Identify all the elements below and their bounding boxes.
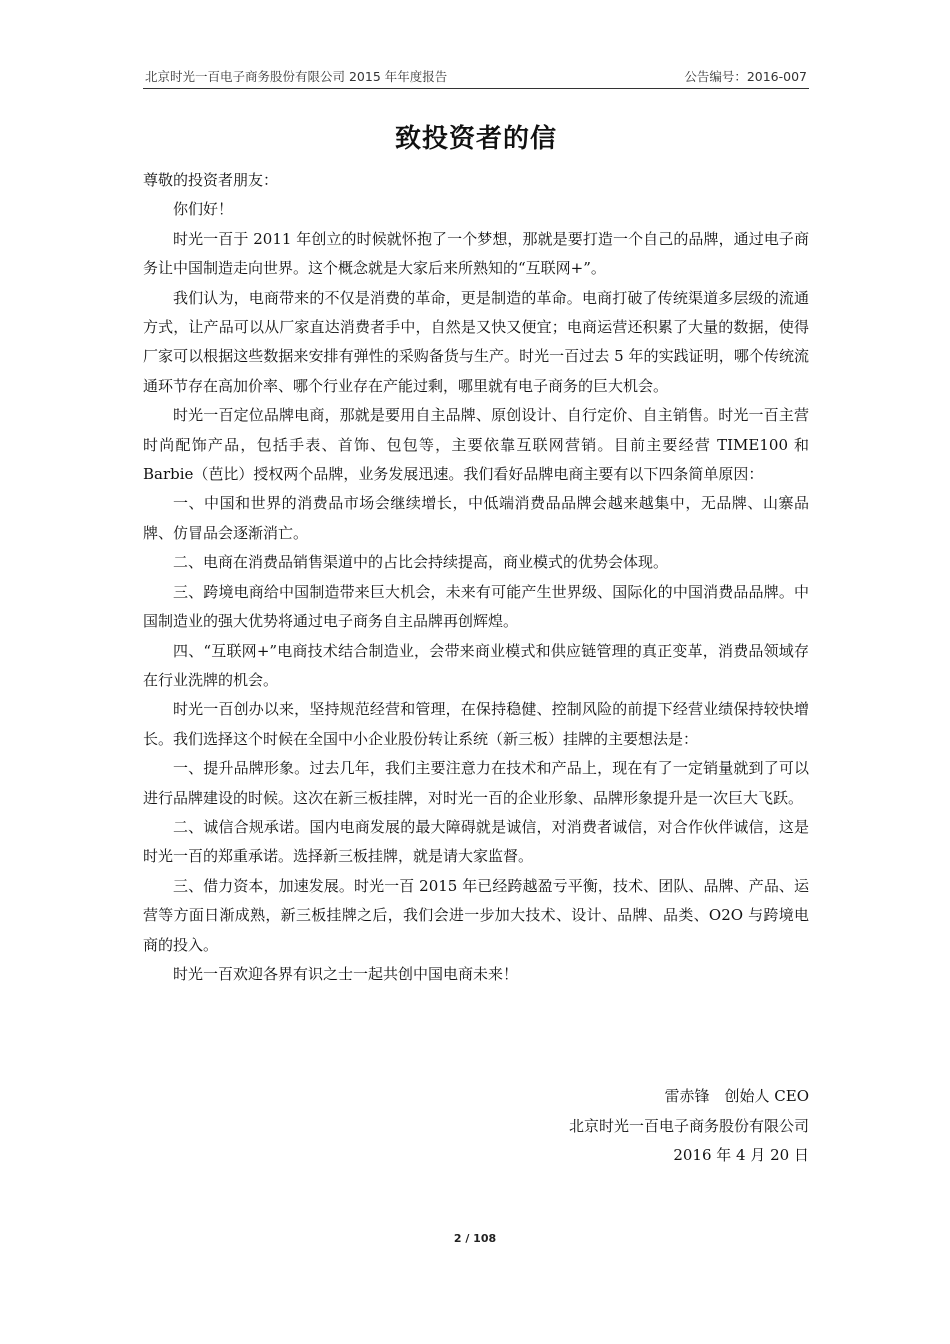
signer-company: 北京时光一百电子商务股份有限公司: [568, 1116, 809, 1135]
letter-title: 致投资者的信: [394, 124, 557, 154]
paragraph: 四、“互联网+”电商技术结合制造业，会带来商业模式和供应链管理的真正变革，消费品领域存在行业洗牌的机会。: [143, 641, 809, 689]
paragraph: 一、中国和世界的消费品市场会继续增长，中低端消费品品牌会越来越集中，无品牌、山寨品牌、仿冒品会逐渐消亡。: [143, 494, 809, 542]
signature-date: 2016 年 4 月 20 日: [673, 1146, 809, 1164]
page-number: 2 / 108: [453, 1232, 497, 1245]
paragraph: 时光一百定位品牌电商，那就是要用自主品牌、原创设计、自行定价、自主销售。时光一百主营时尚配饰产品，包括手表、首饰、包包等，主要依靠互联网营销。目前主要经营 TIME100 和 Barbie（芭比）授权两个品牌，业务发展迅速。我们看好品牌电商主要有以下四条简单原因：: [143, 406, 809, 484]
announcement-number: 公告编号：2016-007: [684, 69, 807, 84]
letter-body: [143, 166, 809, 989]
paragraph: 二、诚信合规承诺。国内电商发展的最大障碍就是诚信，对消费者诚信，对合作伙伴诚信，这是时光一百的郑重承诺。选择新三板挂牌，就是请大家监督。: [143, 817, 809, 866]
report-title: 北京时光一百电子商务股份有限公司 2015 年年度报告: [145, 69, 448, 84]
paragraph: 我们认为，电商带来的不仅是消费的革命，更是制造的革命。电商打破了传统渠道多层级的流通方式，让产品可以从厂家直达消费者手中，自然是又快又便宜；电商运营还积累了大量的数据，使得厂家可以根据这些数据来安排有弹性的采购备货与生产。时光一百过去 5 年的实践证明，哪个传统流通环节存在高加价率、哪个行业存在产能过剩，哪里就有电子商务的巨大机会。: [143, 288, 809, 395]
paragraph: 三、借力资本，加速发展。时光一百 2015 年已经跨越盈亏平衡，技术、团队、品牌、产品、运营等方面日渐成熟，新三板挂牌之后，我们会进一步加大技术、设计、品牌、品类、O2O 与跨境电商的投入。: [143, 876, 809, 954]
paragraph: 时光一百于 2011 年创立的时候就怀抱了一个梦想，那就是要打造一个自己的品牌，通过电子商务让中国制造走向世界。这个概念就是大家后来所熟知的“互联网+”。: [143, 229, 809, 278]
paragraph: 一、提升品牌形象。过去几年，我们主要注意力在技术和产品上，现在有了一定销量就到了可以进行品牌建设的时候。这次在新三板挂牌，对时光一百的企业形象、品牌形象提升是一次巨大飞跃。: [143, 759, 809, 807]
paragraph: 时光一百创办以来，坚持规范经营和管理，在保持稳健、控制风险的前提下经营业绩保持较快增长。我们选择这个时候在全国中小企业股份转让系统（新三板）挂牌的主要想法是：: [143, 700, 809, 748]
paragraph: 时光一百欢迎各界有识之士一起共创中国电商未来！: [173, 964, 519, 983]
salutation: 尊敬的投资者朋友：: [143, 171, 279, 189]
signature-block: [569, 1082, 809, 1171]
signer-name: 雷赤锋 创始人 CEO: [664, 1087, 809, 1105]
page-header: [143, 64, 809, 89]
paragraph: 三、跨境电商给中国制造带来巨大机会，未来有可能产生世界级、国际化的中国消费品品牌。中国制造业的强大优势将通过电子商务自主品牌再创辉煌。: [143, 582, 809, 631]
paragraph: 二、电商在消费品销售渠道中的占比会持续提高，商业模式的优势会体现。: [173, 553, 669, 572]
paragraph: 你们好！: [173, 200, 234, 219]
